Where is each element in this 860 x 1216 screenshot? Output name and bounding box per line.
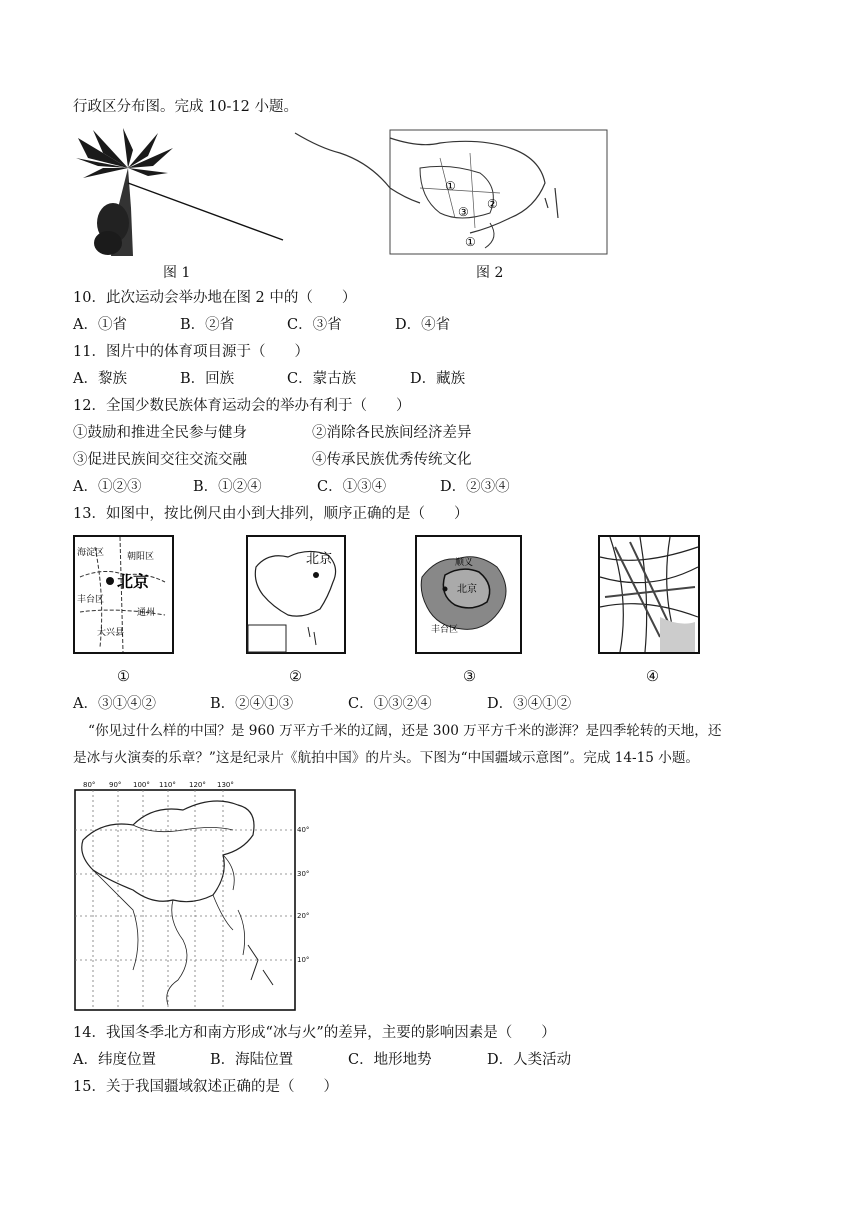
q11-option-b[interactable]: B．回族 — [180, 371, 235, 387]
figure-1-image — [73, 128, 288, 256]
q10-option-d[interactable]: D．④省 — [395, 317, 451, 333]
q10-option-c[interactable]: C．③省 — [287, 317, 342, 333]
q14-option-a[interactable]: A．纬度位置 — [73, 1052, 156, 1068]
svg-text:丰台区: 丰台区 — [431, 625, 459, 635]
fig2-mark-3: ③ — [458, 205, 469, 219]
q13-map-1 — [73, 535, 174, 654]
fig2-mark-2: ② — [487, 197, 498, 211]
q13-option-c[interactable]: C．①③②④ — [348, 696, 432, 712]
svg-text:海淀区: 海淀区 — [77, 548, 105, 558]
q13-option-a[interactable]: A．③①④② — [73, 696, 156, 712]
q12-option-c[interactable]: C．①③④ — [317, 479, 387, 495]
svg-text:20°: 20° — [297, 912, 310, 920]
figure-2-map — [290, 128, 610, 256]
figure-2-caption: 图 2 — [476, 265, 504, 281]
svg-text:90°: 90° — [109, 781, 122, 789]
svg-text:北京: 北京 — [306, 552, 333, 567]
q13-option-d[interactable]: D．③④①② — [487, 696, 572, 712]
q14-stem: 14．我国冬季北方和南方形成“冰与火”的差异，主要的影响因素是（ ） — [73, 1025, 556, 1041]
svg-text:120°: 120° — [189, 781, 206, 789]
q12-option-b[interactable]: B．①②④ — [193, 479, 262, 495]
svg-text:北京: 北京 — [117, 572, 150, 591]
q14-option-d[interactable]: D．人类活动 — [487, 1052, 572, 1068]
q11-stem: 11．图片中的体育项目源于（ ） — [73, 344, 309, 360]
q13-map-4-number: ④ — [646, 669, 659, 685]
q13-map-4 — [598, 535, 700, 654]
q10-option-b[interactable]: B．②省 — [180, 317, 235, 333]
svg-text:100°: 100° — [133, 781, 150, 789]
q14-option-c[interactable]: C．地形地势 — [348, 1052, 432, 1068]
svg-text:40°: 40° — [297, 826, 310, 834]
q13-map-3 — [415, 535, 522, 654]
q12-statement-4: ④传承民族优秀传统文化 — [312, 452, 472, 468]
svg-text:10°: 10° — [297, 956, 310, 964]
q13-map-2 — [246, 535, 346, 654]
q12-option-a[interactable]: A．①②③ — [73, 479, 142, 495]
china-territory-map — [73, 780, 310, 1012]
svg-text:丰台区: 丰台区 — [77, 595, 105, 605]
passage-line-1: “你见过什么样的中国？是 960 万平方千米的辽阔，还是 300 万平方千米的澎湃？是四季轮转的天地，还 — [88, 723, 722, 739]
q12-option-d[interactable]: D．②③④ — [440, 479, 510, 495]
svg-text:130°: 130° — [217, 781, 234, 789]
q15-stem: 15．关于我国疆域叙述正确的是（ ） — [73, 1079, 338, 1095]
intro-text: 行政区分布图。完成 10-12 小题。 — [73, 99, 299, 115]
figure-1-caption: 图 1 — [163, 265, 191, 281]
q10-stem: 10．此次运动会举办地在图 2 中的（ ） — [73, 290, 357, 306]
q13-map-1-number: ① — [117, 669, 130, 685]
fig2-mark-4: ① — [465, 235, 476, 249]
q11-option-d[interactable]: D．藏族 — [410, 371, 466, 387]
q14-option-b[interactable]: B．海陆位置 — [210, 1052, 294, 1068]
q13-map-3-number: ③ — [463, 669, 476, 685]
svg-text:顺义: 顺义 — [455, 558, 474, 568]
q13-stem: 13．如图中，按比例尺由小到大排列，顺序正确的是（ ） — [73, 506, 469, 522]
fig2-mark-1: ① — [445, 179, 456, 193]
svg-text:北京: 北京 — [457, 584, 477, 595]
q13-map-2-number: ② — [289, 669, 302, 685]
q12-statement-3: ③促进民族间交往交流交融 — [73, 452, 247, 468]
q11-option-a[interactable]: A．黎族 — [73, 371, 127, 387]
passage-line-2: 是冰与火演奏的乐章？”这是纪录片《航拍中国》的片头。下图为“中国疆域示意图”。完成 14-15 小题。 — [73, 750, 700, 766]
svg-text:朝阳区: 朝阳区 — [127, 552, 155, 562]
svg-text:30°: 30° — [297, 870, 310, 878]
svg-text:80°: 80° — [83, 781, 96, 789]
q12-stem: 12．全国少数民族体育运动会的举办有利于（ ） — [73, 398, 411, 414]
q10-option-a[interactable]: A．①省 — [73, 317, 127, 333]
svg-text:通州: 通州 — [137, 608, 156, 618]
svg-text:大兴县: 大兴县 — [97, 628, 125, 638]
q13-option-b[interactable]: B．②④①③ — [210, 696, 294, 712]
q12-statement-2: ②消除各民族间经济差异 — [312, 425, 472, 441]
q12-statement-1: ①鼓励和推进全民参与健身 — [73, 425, 247, 441]
svg-text:110°: 110° — [159, 781, 176, 789]
q11-option-c[interactable]: C．蒙古族 — [287, 371, 357, 387]
